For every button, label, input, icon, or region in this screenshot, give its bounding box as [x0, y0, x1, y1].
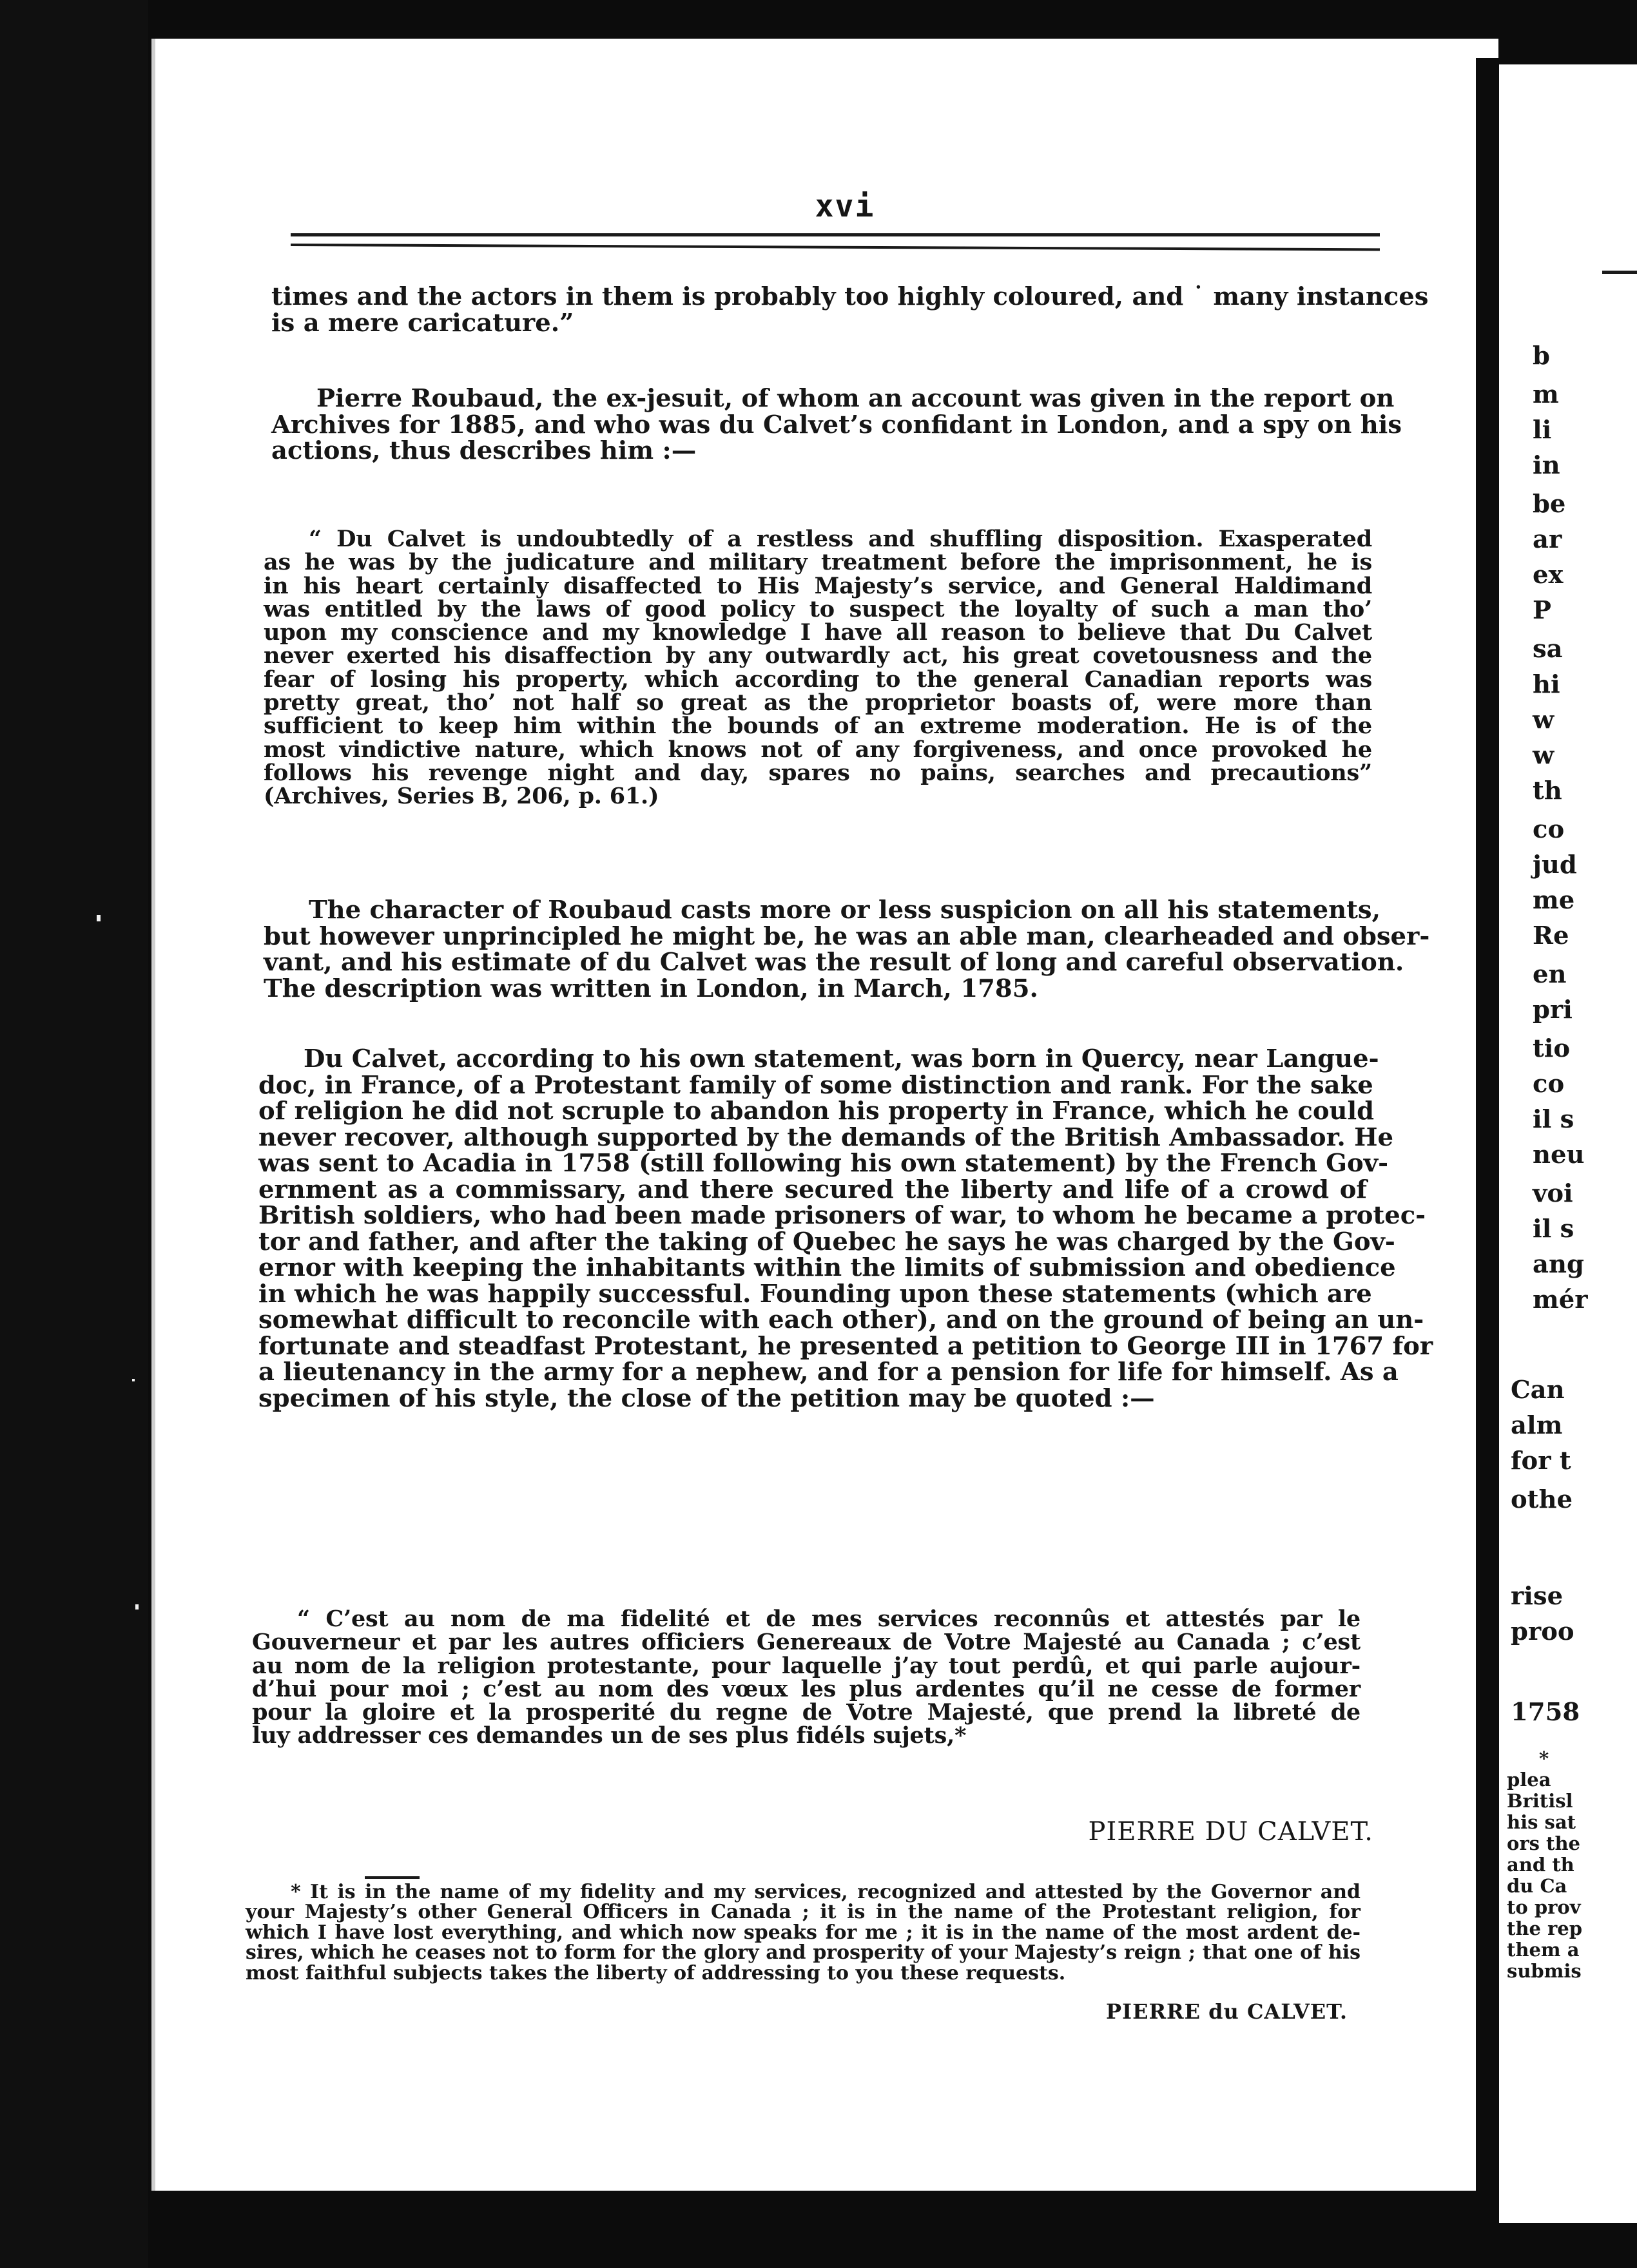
scanned-book-page — [151, 39, 1498, 2191]
text-line: fortunate and steadfast Protestant, he presented a petition to George III in 1767 for — [258, 1331, 1433, 1361]
footnote — [246, 1883, 1361, 1984]
quote-line: luy addresser ces demandes un de ses plus fidéls sujets,* — [252, 1722, 967, 1749]
facing-page-text-fragment: in — [1533, 451, 1560, 480]
facing-page-text-fragment: en — [1533, 960, 1567, 989]
text-line: but however unprincipled he might be, he was an able man, clearheaded and obser- — [264, 921, 1430, 951]
facing-page-text-fragment: m — [1533, 380, 1559, 409]
facing-page-text-fragment: me — [1533, 886, 1575, 915]
text-line: was sent to Acadia in 1758 (still following his own statement) by the French Gov- — [258, 1149, 1389, 1178]
quote-line: never exerted his disaffection by any outwardly act, his great covetousness and the — [264, 642, 1372, 669]
text-line: British soldiers, who had been made prisoners of war, to whom he became a protec- — [258, 1201, 1426, 1230]
facing-page-text-fragment: b — [1533, 341, 1550, 370]
footnote-line: which I have lost everything, and which now speaks for me ; it is in the name of the most ardent de- — [246, 1921, 1361, 1944]
quote-line: sufficient to keep him within the bounds of an extreme moderation. He is of the — [264, 713, 1372, 740]
facing-page-footnote-fragment: * — [1539, 1747, 1549, 1769]
text-line: specimen of his style, the close of the petition may be quoted :— — [258, 1383, 1155, 1413]
facing-page-text-fragment: co — [1533, 815, 1565, 844]
facing-page-text-fragment: rise — [1511, 1582, 1564, 1611]
quote-line: in his heart certainly disaffected to His Majesty’s service, and General Haldimand — [264, 572, 1372, 599]
facing-page-footnote-fragment: ors the — [1507, 1832, 1580, 1854]
footnote-line: sires, which he ceases not to form for the glory and prosperity of your Majesty’s reign ; that one of his — [246, 1941, 1361, 1965]
facing-page-footnote-fragment: and th — [1507, 1854, 1574, 1876]
text-line: of religion he did not scruple to abandon his property in France, which he could — [258, 1097, 1375, 1126]
facing-page-text-fragment: for t — [1511, 1446, 1571, 1475]
facing-page-footnote-fragment: plea — [1507, 1769, 1551, 1791]
text-line: Pierre Roubaud, the ex-jesuit, of whom an account was given in the report on — [316, 384, 1395, 413]
facing-page-footnote-fragment: to prov — [1507, 1896, 1581, 1918]
facing-page-text-fragment: alm — [1511, 1411, 1563, 1440]
quote-line: pour la gloire et la prosperité du regne de Votre Majesté, que prend la libreté de — [252, 1699, 1361, 1726]
facing-page-text-fragment: w — [1533, 741, 1555, 770]
text-line: The description was written in London, in March, 1785. — [264, 974, 1038, 1003]
footnote-divider — [365, 1876, 420, 1879]
facing-page-text-fragment: voi — [1533, 1179, 1573, 1208]
facing-page-text-fragment: pri — [1533, 995, 1573, 1024]
signature-main: PIERRE DU CALVET. — [1088, 1817, 1373, 1847]
text-line: doc, in France, of a Protestant family of some distinction and rank. For the sake — [258, 1070, 1373, 1100]
facing-page-text-fragment: sa — [1533, 635, 1563, 664]
facing-page-text-fragment: hi — [1533, 670, 1560, 699]
quote-line: as he was by the judicature and military treatment before the imprisonment, he is — [264, 549, 1372, 576]
facing-page-rule — [1602, 271, 1637, 274]
footnote-line: most faithful subjects takes the liberty of addressing to you these requests. — [246, 1961, 1066, 1984]
text-line: vant, and his estimate of du Calvet was the result of long and careful observation. — [264, 948, 1404, 977]
text-line: tor and father, and after the taking of Quebec he says he was charged by the Gov- — [258, 1227, 1395, 1256]
quote-line: “ Du Calvet is undoubtedly of a restless and shuffling disposition. Exasperated — [309, 526, 1372, 552]
text-line: Du Calvet, according to his own statement, was born in Quercy, near Langue- — [304, 1044, 1379, 1073]
facing-page-text-fragment: w — [1533, 706, 1555, 735]
facing-page-footnote-fragment: them a — [1507, 1939, 1580, 1961]
facing-page-text-fragment: Can — [1511, 1376, 1565, 1405]
facing-page-text-fragment: th — [1533, 776, 1562, 805]
text-line: ernor with keeping the inhabitants within the limits of submission and obedience — [258, 1253, 1396, 1282]
quote-line: d’hui pour moi ; c’est au nom des vœux les plus ardentes qu’il ne cesse de former — [252, 1675, 1361, 1702]
quote-roubaud — [264, 528, 1372, 809]
text-line: ernment as a commissary, and there secured the liberty and life of a crowd of — [258, 1175, 1367, 1204]
text-line: in which he was happily successful. Founding upon these statements (which are — [258, 1279, 1372, 1309]
page-number: xvi — [815, 188, 875, 224]
footnote-line: your Majesty’s other General Officers in Canada ; it is in the name of the Protestant religion, for — [246, 1901, 1361, 1924]
facing-page-text-fragment: ang — [1533, 1250, 1584, 1279]
facing-page-text-fragment: proo — [1511, 1617, 1574, 1646]
facing-page-text-fragment: li — [1533, 416, 1552, 445]
facing-page-text-fragment: Re — [1533, 921, 1569, 950]
facing-page-text-fragment: co — [1533, 1070, 1565, 1099]
scan-margin-left — [0, 0, 148, 2268]
footnote-line: * It is in the name of my fidelity and my services, recognized and attested by the Governor and — [291, 1881, 1361, 1903]
facing-page-text-fragment: il s — [1533, 1215, 1574, 1244]
facing-page-text-fragment: 1758 — [1511, 1698, 1580, 1727]
facing-page-footnote-fragment: his sat — [1507, 1811, 1576, 1833]
quote-petition — [252, 1608, 1361, 1749]
facing-page-text-fragment: be — [1533, 490, 1566, 519]
facing-page-text-fragment: tio — [1533, 1034, 1571, 1063]
facing-page-text-fragment: P — [1533, 596, 1551, 625]
quote-line: Gouverneur et par les autres officiers Genereaux de Votre Majesté au Canada ; c’est — [252, 1629, 1361, 1656]
quote-line: most vindictive nature, which knows not of any forgiveness, and once provoked he — [264, 736, 1372, 763]
quote-line: au nom de la religion protestante, pour laquelle j’ay tout perdû, et qui parle aujour- — [252, 1652, 1361, 1679]
facing-page-fragment — [1499, 64, 1637, 2223]
text-line: actions, thus describes him :— — [271, 436, 697, 465]
quote-citation: (Archives, Series B, 206, p. 61.) — [264, 783, 659, 810]
text-line: somewhat difficult to reconcile with each other), and on the ground of being an un- — [258, 1305, 1424, 1334]
facing-page-text-fragment: ex — [1533, 561, 1564, 590]
quote-line: upon my conscience and my knowledge I have all reason to believe that Du Calvet — [264, 619, 1372, 646]
facing-page-footnote-fragment: du Ca — [1507, 1875, 1567, 1897]
signature-footnote: PIERRE du CALVET. — [1106, 1999, 1348, 2024]
facing-page-footnote-fragment: Britisl — [1507, 1790, 1573, 1812]
text-line: Archives for 1885, and who was du Calvet’s confidant in London, and a spy on his — [271, 410, 1402, 439]
facing-page-text-fragment: jud — [1533, 850, 1577, 879]
facing-page-footnote-fragment: submis — [1507, 1960, 1582, 1982]
book-gutter — [1476, 58, 1500, 2262]
text-line: The character of Roubaud casts more or less suspicion on all his statements, — [309, 896, 1380, 925]
facing-page-text-fragment: ar — [1533, 525, 1562, 554]
quote-line: follows his revenge night and day, spares no pains, searches and precautions” — [264, 759, 1372, 786]
quote-line: fear of losing his property, which according to the general Canadian reports was — [264, 666, 1372, 693]
text-line: is a mere caricature.” — [271, 308, 574, 338]
text-line: a lieutenancy in the army for a nephew, and for a pension for life for himself. As a — [258, 1358, 1399, 1387]
paragraph-opening — [271, 282, 1429, 338]
facing-page-footnote-fragment: the rep — [1507, 1917, 1583, 1939]
paragraph-du-calvet-statement — [258, 1044, 1433, 1413]
quote-line: “ C’est au nom de ma fidelité et de mes services reconnûs et attestés par le — [297, 1606, 1361, 1632]
header-rule-bottom — [291, 244, 1380, 251]
quote-line: pretty great, tho’ not half so great as the proprietor boasts of, were more than — [264, 689, 1372, 716]
facing-page-text-fragment: mér — [1533, 1285, 1588, 1314]
paragraph-roubaud-intro — [271, 384, 1402, 465]
text-line: never recover, although supported by the demands of the British Ambassador. He — [258, 1122, 1393, 1152]
text-line: times and the actors in them is probably too highly coloured, and ˙ many instances — [271, 282, 1429, 311]
quote-line: was entitled by the laws of good policy to suspect the loyalty of such a man tho’ — [264, 595, 1372, 622]
header-rule-top — [291, 233, 1380, 236]
facing-page-text-fragment: il s — [1533, 1105, 1574, 1134]
facing-page-text-fragment: neu — [1533, 1140, 1585, 1169]
paragraph-character-of-roubaud — [264, 896, 1430, 1003]
facing-page-text-fragment: othe — [1511, 1485, 1573, 1514]
